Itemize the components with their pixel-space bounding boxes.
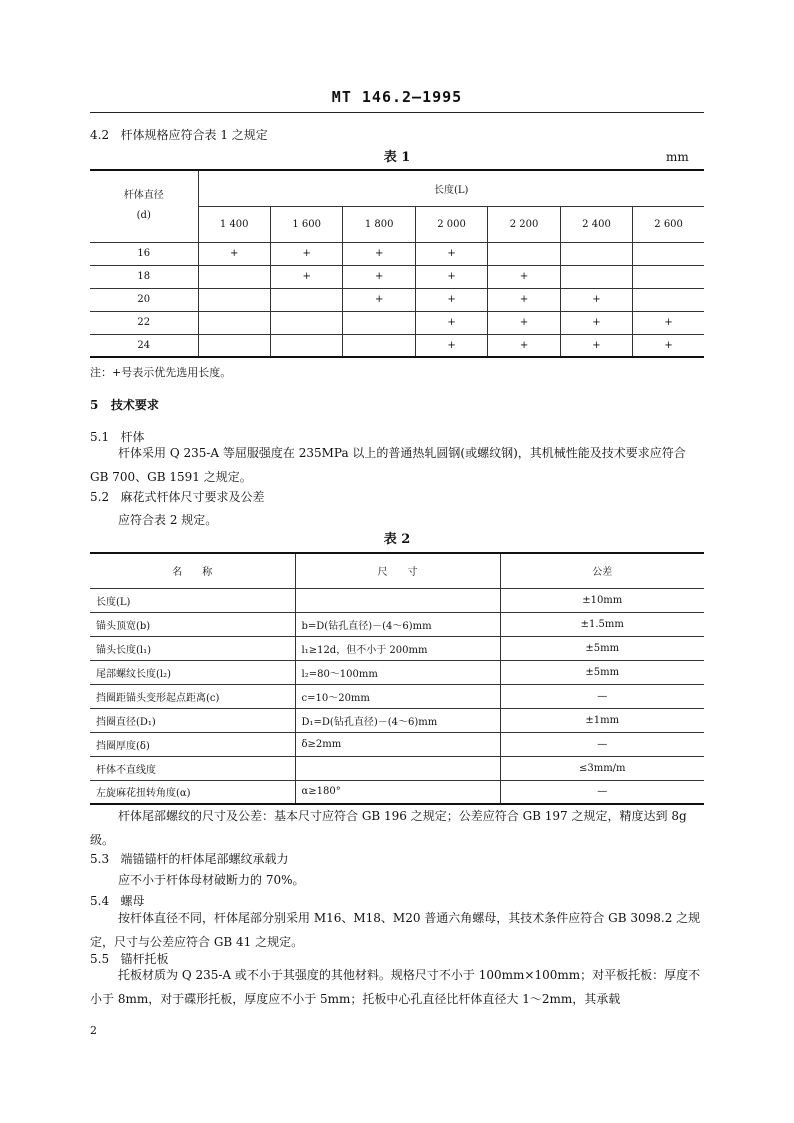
tolerance-cell: ±1mm bbox=[500, 708, 704, 732]
section-number: 4.2 bbox=[90, 128, 110, 142]
name-cell: 长度(L) bbox=[90, 588, 295, 612]
section-5-2-body: 应符合表 2 规定。 bbox=[118, 513, 218, 527]
size-cell bbox=[295, 588, 500, 612]
name-cell: 杆体不直线度 bbox=[90, 756, 295, 780]
table-row bbox=[90, 334, 704, 357]
section-5-heading bbox=[90, 398, 159, 413]
name-cell: 挡圈距锚头变形起点距离(c) bbox=[90, 684, 295, 708]
mark-cell bbox=[198, 265, 270, 288]
tolerance-cell: — bbox=[500, 684, 704, 708]
section-number: 5.3 bbox=[90, 852, 110, 866]
document-id: MT 146.2—1995 bbox=[331, 88, 463, 106]
table-row bbox=[90, 311, 704, 334]
diameter-label: 杆体直径 bbox=[123, 190, 164, 202]
name-cell: 挡圈直径(D₁) bbox=[90, 708, 295, 732]
section-title: 杆体规格应符合表 1 之规定 bbox=[120, 128, 268, 142]
table-row bbox=[90, 636, 704, 660]
mark-cell bbox=[270, 288, 342, 311]
page-number: 2 bbox=[90, 1024, 97, 1037]
diameter-cell: 18 bbox=[90, 265, 198, 288]
mark-cell bbox=[633, 242, 704, 265]
tolerance-cell: ±10mm bbox=[500, 588, 704, 612]
section-5-3-heading bbox=[90, 852, 289, 867]
size-cell: δ≥2mm bbox=[295, 732, 500, 756]
mark-cell: + bbox=[415, 242, 487, 265]
mark-cell: + bbox=[343, 288, 415, 311]
tolerance-cell: — bbox=[500, 780, 704, 804]
section-title: 端锚锚杆的杆体尾部螺纹承载力 bbox=[120, 852, 289, 866]
diameter-cell: 22 bbox=[90, 311, 198, 334]
name-cell: 左旋麻花扭转角度(α) bbox=[90, 780, 295, 804]
diameter-cell: 20 bbox=[90, 288, 198, 311]
tolerance-cell: ±1.5mm bbox=[500, 612, 704, 636]
length-cell: 1 400 bbox=[198, 206, 270, 242]
section-title: 麻花式杆体尺寸要求及公差 bbox=[120, 490, 265, 504]
mark-cell bbox=[488, 242, 560, 265]
size-cell: l₂=80～100mm bbox=[295, 660, 500, 684]
name-cell: 锚头长度(l₁) bbox=[90, 636, 295, 660]
table-row bbox=[90, 780, 704, 804]
mark-cell: + bbox=[415, 334, 487, 357]
size-cell: l₁≥12d，但不小于 200mm bbox=[295, 636, 500, 660]
header-rule bbox=[90, 112, 704, 113]
table2 bbox=[90, 552, 704, 805]
section-5-3-body: 应不小于杆体母材破断力的 70%。 bbox=[118, 873, 305, 887]
table-row bbox=[90, 660, 704, 684]
mark-cell bbox=[343, 311, 415, 334]
mark-cell: + bbox=[488, 311, 560, 334]
table-row bbox=[90, 756, 704, 780]
section-number: 5.2 bbox=[90, 490, 110, 504]
section-number: 5.5 bbox=[90, 952, 110, 966]
mark-cell: + bbox=[415, 311, 487, 334]
mark-cell bbox=[633, 265, 704, 288]
table-row bbox=[90, 708, 704, 732]
mark-cell: + bbox=[343, 265, 415, 288]
table-row bbox=[90, 732, 704, 756]
diameter-symbol: (d) bbox=[136, 210, 151, 222]
table-row bbox=[90, 288, 704, 311]
section-number: 5.1 bbox=[90, 430, 110, 444]
mark-cell bbox=[198, 288, 270, 311]
size-cell: b=D(钻孔直径)－(4～6)mm bbox=[295, 612, 500, 636]
mark-cell: + bbox=[415, 288, 487, 311]
mark-cell bbox=[560, 242, 632, 265]
mark-cell: + bbox=[415, 265, 487, 288]
section-title: 技术要求 bbox=[110, 398, 159, 412]
section-5-2-heading bbox=[90, 490, 265, 505]
size-cell bbox=[295, 756, 500, 780]
diameter-cell: 16 bbox=[90, 242, 198, 265]
table1-caption: 表 1 bbox=[383, 150, 411, 165]
name-cell: 尾部螺纹长度(l₂) bbox=[90, 660, 295, 684]
section-number: 5 bbox=[90, 398, 99, 412]
column-header: 公差 bbox=[500, 553, 704, 588]
table1-note: 注：+号表示优先选用长度。 bbox=[90, 366, 232, 379]
mark-cell bbox=[633, 288, 704, 311]
mark-cell: + bbox=[270, 265, 342, 288]
mark-cell: + bbox=[633, 334, 704, 357]
mark-cell: + bbox=[343, 242, 415, 265]
mark-cell: + bbox=[560, 334, 632, 357]
mark-cell bbox=[560, 265, 632, 288]
size-cell: D₁=D(钻孔直径)－(4～6)mm bbox=[295, 708, 500, 732]
table-row bbox=[90, 265, 704, 288]
table1 bbox=[90, 169, 704, 358]
mark-cell: + bbox=[488, 334, 560, 357]
section-title: 螺母 bbox=[120, 894, 145, 908]
section-5-1-body: 杆体采用 Q 235-A 等屈服强度在 235MPa 以上的普通热轧圆钢(或螺纹钢)，其机械性能及技术要求应符合 GB 700、GB 1591 之规定。 bbox=[90, 446, 686, 484]
table-row bbox=[90, 242, 704, 265]
column-header: 名 称 bbox=[90, 553, 295, 588]
section-5-4-body: 按杆体直径不同，杆体尾部分别采用 M16、M18、M20 普通六角螺母，其技术条件应符合 GB 3098.2 之规定，尺寸与公差应符合 GB 41 之规定。 bbox=[90, 911, 701, 949]
length-cell: 1 600 bbox=[270, 206, 342, 242]
length-cell: 2 400 bbox=[560, 206, 632, 242]
table1-length-header: 长度(L) bbox=[198, 170, 704, 206]
tolerance-cell: ≤3mm/m bbox=[500, 756, 704, 780]
section-4-2-heading bbox=[90, 128, 268, 143]
mark-cell bbox=[343, 334, 415, 357]
mark-cell bbox=[270, 311, 342, 334]
mark-cell: + bbox=[633, 311, 704, 334]
column-header: 尺 寸 bbox=[295, 553, 500, 588]
section-5-5-body: 托板材质为 Q 235-A 或不小于其强度的其他材料。规格尺寸不小于 100mm×100mm；对平板托板：厚度不小于 8mm，对于碟形托板，厚度应不小于 5mm；托板中心孔直径比杆体直径大 1～2mm，其承载 bbox=[90, 968, 701, 1006]
table1-diameter-header bbox=[90, 170, 198, 242]
name-cell: 挡圈厚度(δ) bbox=[90, 732, 295, 756]
thread-tolerance-paragraph: 杆体尾部螺纹的尺寸及公差：基本尺寸应符合 GB 196 之规定；公差应符合 GB 197 之规定，精度达到 8g 级。 bbox=[90, 809, 687, 847]
length-cell: 2 600 bbox=[633, 206, 704, 242]
length-cell: 2 000 bbox=[415, 206, 487, 242]
mark-cell: + bbox=[198, 242, 270, 265]
mark-cell: + bbox=[560, 288, 632, 311]
table-row bbox=[90, 612, 704, 636]
diameter-cell: 24 bbox=[90, 334, 198, 357]
tolerance-cell: ±5mm bbox=[500, 636, 704, 660]
table1-unit: mm bbox=[666, 150, 689, 164]
table-row bbox=[90, 684, 704, 708]
mark-cell: + bbox=[488, 288, 560, 311]
table-row bbox=[90, 588, 704, 612]
section-title: 锚杆托板 bbox=[120, 952, 169, 966]
mark-cell bbox=[198, 334, 270, 357]
table2-caption: 表 2 bbox=[383, 532, 411, 547]
size-cell: α≥180° bbox=[295, 780, 500, 804]
length-cell: 2 200 bbox=[488, 206, 560, 242]
mark-cell: + bbox=[270, 242, 342, 265]
table2-header-row bbox=[90, 553, 704, 588]
mark-cell bbox=[270, 334, 342, 357]
mark-cell: + bbox=[488, 265, 560, 288]
section-title: 杆体 bbox=[120, 430, 145, 444]
size-cell: c=10～20mm bbox=[295, 684, 500, 708]
name-cell: 锚头顶宽(b) bbox=[90, 612, 295, 636]
mark-cell: + bbox=[560, 311, 632, 334]
tolerance-cell: ±5mm bbox=[500, 660, 704, 684]
tolerance-cell: — bbox=[500, 732, 704, 756]
length-cell: 1 800 bbox=[343, 206, 415, 242]
section-number: 5.4 bbox=[90, 894, 110, 908]
mark-cell bbox=[198, 311, 270, 334]
